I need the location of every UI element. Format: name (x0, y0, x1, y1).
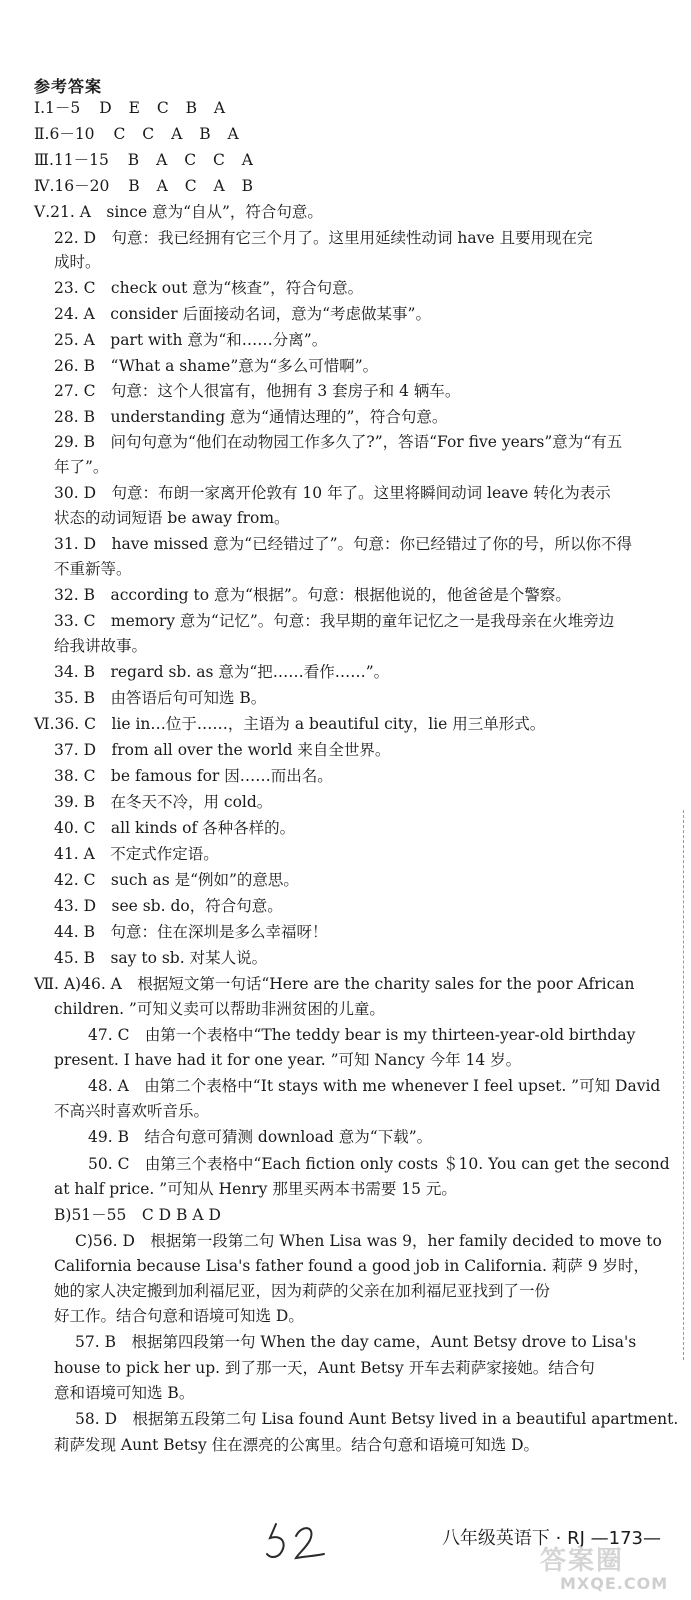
page-heading: 参考答案 (34, 77, 103, 96)
answer-line: children. ”可知义卖可以帮助非洲贫困的儿童。 (54, 1000, 385, 1018)
answer-line: 37. D from all over the world 来自全世界。 (54, 741, 391, 759)
mc-letters: C C A B A (113, 125, 245, 143)
mc-letters: B A C C A (127, 151, 259, 169)
answer-line: 29. B 问句句意为“他们在动物园工作多久了?”，答语“For five years”意为“有五 (54, 433, 623, 451)
handwritten-mark (262, 1514, 332, 1564)
mc-letters: D E C B A (99, 99, 232, 117)
mc-range: Ⅱ.6－10 (34, 125, 95, 143)
mc-letters: B A C A B (128, 177, 260, 195)
answer-line: 30. D 句意：布朗一家离开伦敦有 10 年了。这里将瞬间动词 leave 转化为表示 (54, 484, 611, 502)
mc-range: Ⅰ.1－5 (34, 99, 81, 117)
answer-line: 不重新等。 (54, 560, 132, 578)
answer-line: 24. A consider 后面接动名词，意为“考虑做某事”。 (54, 305, 431, 323)
watermark-url: MXQE.COM (560, 1574, 669, 1593)
answer-line: 38. C be famous for 因……而出名。 (54, 767, 333, 785)
answer-line: 26. B “What a shame”意为“多么可惜啊”。 (54, 357, 379, 375)
answer-line: at half price. ”可知从 Henry 那里买两本书需要 15 元。 (54, 1180, 457, 1198)
answer-line: Ⅶ. A)46. A 根据短文第一句话“Here are the charity sales for the poor African (34, 975, 635, 993)
answer-line: 44. B 句意：住在深圳是多么幸福呀！ (54, 923, 328, 941)
mc-answer-row (34, 124, 245, 144)
margin-guide-line (683, 810, 684, 1360)
answer-line: house to pick her up. 到了那一天，Aunt Betsy 开车去莉萨家接她。结合句 (54, 1359, 595, 1377)
answer-line: 35. B 由答语后句可知选 B。 (54, 689, 267, 707)
answer-line: 50. C 由第三个表格中“Each fiction only costs ＄10. You can get the second (88, 1155, 670, 1173)
answer-line: 57. B 根据第四段第一句 When the day came，Aunt Betsy drove to Lisa's (75, 1333, 637, 1351)
answer-line: California because Lisa's father found a good job in California. 莉萨 9 岁时， (54, 1257, 650, 1275)
answer-line: 她的家人决定搬到加利福尼亚，因为莉萨的父亲在加利福尼亚找到了一份 (54, 1282, 551, 1300)
answer-line: 48. A 由第二个表格中“It stays with me whenever I feel upset. ”可知 David (88, 1077, 661, 1095)
answer-line: 47. C 由第一个表格中“The teddy bear is my thirteen-year-old birthday (88, 1026, 636, 1044)
answer-line: 40. C all kinds of 各种各样的。 (54, 819, 296, 837)
answer-line: 25. A part with 意为“和……分离”。 (54, 331, 328, 349)
page-footer: 八年级英语下 · RJ —173— (441, 1528, 661, 1549)
answer-line: 49. B 结合句意可猜测 download 意为“下载”。 (88, 1128, 433, 1146)
answer-line: 给我讲故事。 (54, 637, 148, 655)
answer-line: 好工作。结合句意和语境可知选 D。 (54, 1307, 304, 1325)
answer-line: 41. A 不定式作定语。 (54, 845, 219, 863)
mc-range: Ⅲ.11－15 (34, 151, 109, 169)
answer-line: 不高兴时喜欢听音乐。 (54, 1102, 210, 1120)
answer-line: 成时。 (54, 253, 101, 271)
answer-line: B)51－55 C D B A D (54, 1206, 221, 1224)
mc-answer-row (34, 150, 259, 170)
mc-answer-row (34, 98, 231, 118)
answer-line: C)56. D 根据第一段第二句 When Lisa was 9，her family decided to move to (75, 1232, 662, 1250)
answer-line: 39. B 在冬天不冷，用 cold。 (54, 793, 273, 811)
answer-line: 27. C 句意：这个人很富有，他拥有 3 套房子和 4 辆车。 (54, 382, 461, 400)
answer-line: 43. D see sb. do，符合句意。 (54, 897, 283, 915)
answer-line: 意和语境可知选 B。 (54, 1384, 195, 1402)
answer-line: 28. B understanding 意为“通情达理的”，符合句意。 (54, 408, 448, 426)
answer-line: 34. B regard sb. as 意为“把……看作……”。 (54, 663, 390, 681)
answer-line: present. I have had it for one year. ”可知 Nancy 今年 14 岁。 (54, 1051, 522, 1069)
answer-line: 58. D 根据第五段第二句 Lisa found Aunt Betsy lived in a beautiful apartment. (75, 1410, 679, 1428)
answer-line: 年了”。 (54, 458, 109, 476)
answer-line: 33. C memory 意为“记忆”。句意：我早期的童年记忆之一是我母亲在火堆旁边 (54, 612, 615, 630)
answer-line: 31. D have missed 意为“已经错过了”。句意：你已经错过了你的号，所以你不得 (54, 535, 633, 553)
answer-line: 23. C check out 意为“核查”，符合句意。 (54, 279, 364, 297)
answer-line: 莉萨发现 Aunt Betsy 住在漂亮的公寓里。结合句意和语境可知选 D。 (54, 1436, 540, 1454)
mc-answer-row (34, 176, 259, 196)
answer-line: 32. B according to 意为“根据”。句意：根据他说的，他爸爸是个警察。 (54, 586, 571, 604)
answer-line: Ⅴ.21. A since 意为“自从”，符合句意。 (34, 203, 323, 221)
answer-line: 45. B say to sb. 对某人说。 (54, 949, 268, 967)
watermark-logo: 答案圈 (540, 1546, 625, 1576)
answer-line: Ⅵ.36. C lie in…位于……，主语为 a beautiful city，lie 用三单形式。 (34, 715, 546, 733)
answer-line: 22. D 句意：我已经拥有它三个月了。这里用延续性动词 have 且要用现在完 (54, 229, 593, 247)
answer-line: 状态的动词短语 be away from。 (54, 509, 290, 527)
answer-line: 42. C such as 是“例如”的意思。 (54, 871, 299, 889)
mc-range: Ⅳ.16－20 (34, 177, 110, 195)
